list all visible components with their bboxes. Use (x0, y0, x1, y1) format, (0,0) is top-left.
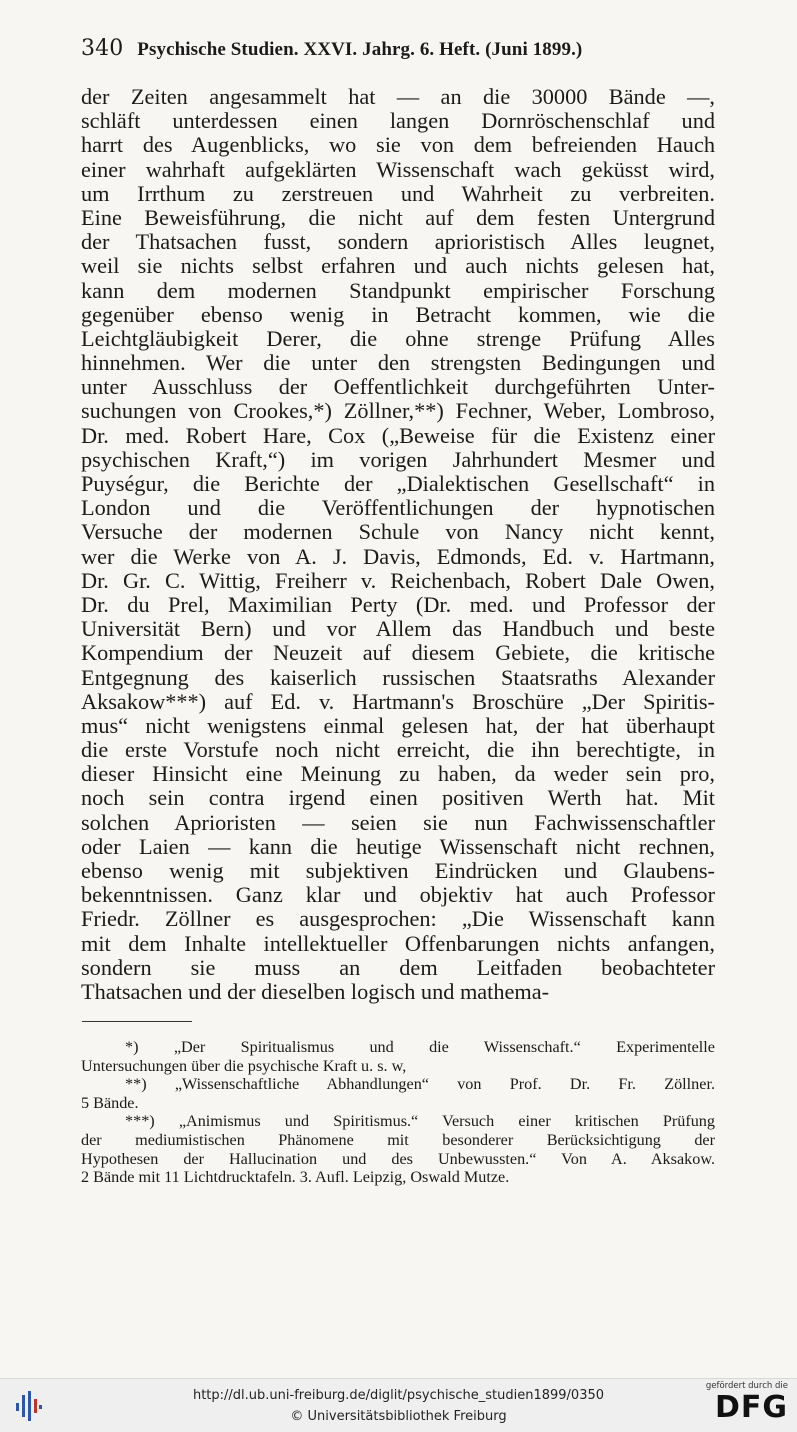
text-line: bekenntnissen. Ganz klar und objektiv hat auch Professor (81, 883, 715, 908)
text-line: Friedr. Zöllner es ausgesprochen: „Die Wissenschaft kann (81, 907, 715, 932)
text-line: Dr. med. Robert Hare, Cox („Beweise für die Existenz einer (81, 423, 715, 448)
text-line: weil sie nichts selbst erfahren und auch nichts gelesen hat, (81, 254, 715, 279)
text-line: solchen Aprioristen — seien sie nun Fachwissenschaftler (81, 810, 715, 835)
text-line: harrt des Augenblicks, wo sie von dem befreienden Hauch (81, 133, 715, 158)
text-line: sondern sie muss an dem Leitfaden beobachteter (81, 955, 715, 980)
text-line: Thatsachen und der dieselben logisch und mathema- (81, 979, 550, 1004)
text-line: dieser Hinsicht eine Meinung zu haben, da weder sein pro, (81, 762, 715, 787)
footnote-line: *) „Der Spiritualismus und die Wissenschaft.“ Experimentelle (125, 1038, 715, 1056)
text-line: unter Ausschluss der Oeffentlichkeit durchgeführten Unter- (81, 375, 715, 400)
text-line: Aksakow***) auf Ed. v. Hartmann's Broschüre „Der Spiritis- (81, 689, 715, 714)
text-line: Entgegnung des kaiserlich russischen Staatsraths Alexander (81, 665, 715, 690)
footnotes (81, 1038, 715, 1187)
text-line: schläft unterdessen einen langen Dornröschenschlaf und (81, 109, 715, 134)
permalink-link[interactable]: http://dl.ub.uni-freiburg.de/diglit/psychische_studien1899/0350 (192, 1388, 605, 1403)
main-text (81, 85, 715, 1004)
funding-label: gefördert durch die (705, 1381, 788, 1391)
page-header (81, 36, 721, 61)
text-line: Eine Beweisführung, die nicht auf dem festen Untergrund (81, 205, 715, 230)
text-line: Leichtgläubigkeit Derer, die ohne strenge Prüfung Alles (81, 326, 715, 351)
text-line: noch sein contra irgend einen positiven Werth hat. Mit (81, 786, 715, 811)
text-line: die erste Vorstufe noch nicht erreicht, die ihn berechtigte, in (81, 738, 715, 763)
text-line: mit dem Inhalte intellektueller Offenbarungen nichts anfangen, (81, 931, 715, 956)
text-line: um Irrthum zu zerstreuen und Wahrheit zu verbreiten. (81, 181, 715, 206)
text-line: einer wahrhaft aufgeklärten Wissenschaft wach geküsst wird, (81, 157, 715, 182)
footnote-line: 5 Bände. (81, 1093, 139, 1112)
text-line: Versuche der modernen Schule von Nancy nicht kennt, (81, 520, 715, 545)
text-line: suchungen von Crookes,*) Zöllner,**) Fechner, Weber, Lombroso, (81, 399, 715, 424)
footnote-line: **) „Wissenschaftliche Abhandlungen“ von Prof. Dr. Fr. Zöllner. (125, 1075, 715, 1094)
text-line: der Thatsachen fusst, sondern aprioristisch Alles leugnet, (81, 230, 715, 255)
text-line: oder Laien — kann die heutige Wissenschaft nicht rechnen, (81, 834, 715, 859)
text-line: Dr. du Prel, Maximilian Perty (Dr. med. und Professor der (81, 592, 715, 617)
copyright-notice: © Universitätsbibliothek Freiburg (290, 1409, 507, 1424)
text-line: Dr. Gr. C. Wittig, Freiherr v. Reichenbach, Robert Dale Owen, (81, 568, 715, 593)
text-line: psychischen Kraft,“) im vorigen Jahrhundert Mesmer und (81, 447, 715, 472)
text-line: kann dem modernen Standpunkt empirischer Forschung (81, 278, 715, 303)
text-line: gegenüber ebenso wenig in Betracht kommen, wie die (81, 302, 715, 327)
footnote-line: ***) „Animismus und Spiritismus.“ Versuch einer kritischen Prüfung (125, 1112, 715, 1131)
page-number: 340 (81, 36, 124, 61)
text-line: ebenso wenig mit subjektiven Eindrücken und Glaubens- (81, 859, 715, 883)
footnote-line: Untersuchungen über die psychische Kraft u. s. w, (81, 1056, 407, 1075)
footnote-line: der mediumistischen Phänomene mit besonderer Berücksichtigung der (81, 1130, 715, 1149)
running-title: Psychische Studien. XXVI. Jahrg. 6. Heft. (Juni 1899.) (137, 39, 583, 60)
dfg-mark: DFG (714, 1390, 788, 1425)
viewer-footer (0, 1378, 797, 1432)
text-line: London und die Veröffentlichungen der hypnotischen (81, 496, 715, 521)
text-line: Kompendium der Neuzeit auf diesem Gebiete, die kritische (81, 641, 715, 666)
text-line: hinnehmen. Wer die unter den strengsten Bedingungen und (81, 351, 715, 376)
text-line: mus“ nicht wenigstens einmal gelesen hat, der hat überhaupt (81, 713, 715, 738)
text-line: Universität Bern) und vor Allem das Handbuch und beste (81, 617, 715, 642)
text-line: wer die Werke von A. J. Davis, Edmonds, Ed. v. Hartmann, (81, 544, 715, 569)
text-line: Puységur, die Berichte der „Dialektischen Gesellschaft“ in (81, 472, 715, 496)
footnote-line: Hypothesen der Hallucination und des Unbewussten.“ Von A. Aksakow. (81, 1149, 715, 1168)
footnote-line: 2 Bände mit 11 Lichtdrucktafeln. 3. Aufl. Leipzig, Oswald Mutze. (81, 1168, 510, 1187)
footnote-separator (82, 1021, 192, 1023)
text-line: der Zeiten angesammelt hat — an die 30000 Bände —, (81, 85, 715, 109)
dfg-logo (700, 1381, 790, 1429)
